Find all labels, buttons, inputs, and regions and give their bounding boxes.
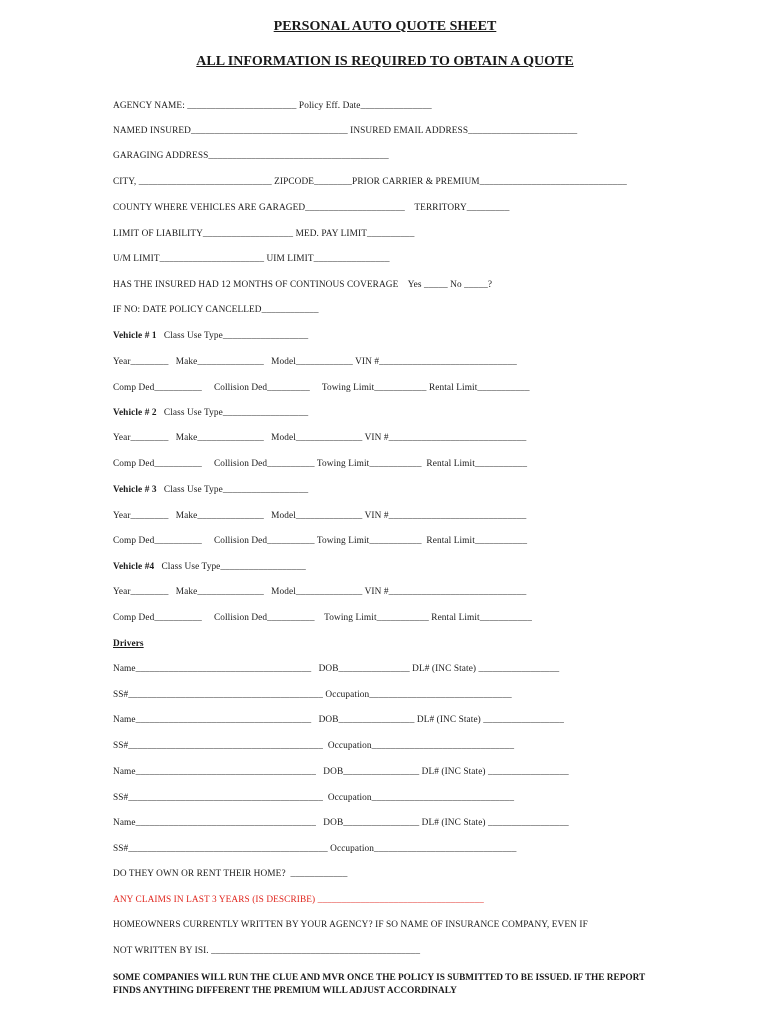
vehicle-4-label: Vehicle #4: [113, 562, 155, 572]
form-title: PERSONAL AUTO QUOTE SHEET: [273, 19, 497, 34]
vehicle-1-details-field[interactable]: Year________ Make______________ Model____________ VIN #_____________________________: [113, 357, 517, 367]
county-territory-field[interactable]: COUNTY WHERE VEHICLES ARE GARAGED_____________________ TERRITORY_________: [113, 203, 510, 213]
homeowners-field[interactable]: NOT WRITTEN BY ISI. ____________________________________________: [113, 946, 421, 956]
homeowners-question: HOMEOWNERS CURRENTLY WRITTEN BY YOUR AGENCY? IF SO NAME OF INSURANCE COMPANY, EVEN IF: [113, 920, 588, 930]
driver-4-ss-field[interactable]: SS#__________________________________________ Occupation______________________________: [113, 844, 517, 854]
vehicle-1-class-use-field[interactable]: Class Use Type__________________: [156, 331, 309, 341]
vehicle-2-details-field[interactable]: Year________ Make______________ Model______________ VIN #_____________________________: [113, 433, 527, 443]
vehicle-3-label: Vehicle # 3: [113, 485, 157, 495]
vehicle-4-class-use-field[interactable]: Class Use Type__________________: [154, 562, 306, 572]
vehicle-2-class-use-field[interactable]: Class Use Type__________________: [156, 408, 309, 418]
vehicle-2-label: Vehicle # 2: [113, 408, 157, 418]
driver-2-name-field[interactable]: Name_____________________________________ DOB________________ DL# (INC State) _________________: [113, 715, 565, 725]
vehicle-1-coverage-field[interactable]: Comp Ded__________ Collision Ded_________ Towing Limit___________ Rental Limit___________: [113, 383, 530, 393]
clue-mvr-notice: SOME COMPANIES WILL RUN THE CLUE AND MVR ONCE THE POLICY IS SUBMITTED TO BE ISSUED. IF THE REPORT FINDS ANYTHING DIFFERENT THE PREMIUM WILL ADJUST ACCORDINALY: [113, 973, 646, 996]
garaging-address-field[interactable]: GARAGING ADDRESS______________________________________: [113, 151, 389, 161]
vehicle-4-header: [113, 562, 306, 572]
driver-3-ss-field[interactable]: SS#_________________________________________ Occupation______________________________: [113, 793, 515, 803]
city-zip-carrier-field[interactable]: CITY, ____________________________ ZIPCODE________PRIOR CARRIER & PREMIUM_______________________________: [113, 177, 627, 187]
vehicle-1-header: [113, 331, 308, 341]
driver-2-ss-field[interactable]: SS#_________________________________________ Occupation______________________________: [113, 741, 515, 751]
vehicle-2-coverage-field[interactable]: Comp Ded__________ Collision Ded__________ Towing Limit___________ Rental Limit___________: [113, 459, 528, 469]
claims-field[interactable]: ANY CLAIMS IN LAST 3 YEARS (IS DESCRIBE) ___________________________________: [113, 895, 484, 905]
vehicle-4-coverage-field[interactable]: Comp Ded__________ Collision Ded__________ Towing Limit___________ Rental Limit___________: [113, 613, 532, 623]
vehicle-3-header: [113, 485, 308, 495]
driver-4-name-field[interactable]: Name______________________________________ DOB________________ DL# (INC State) _________________: [113, 818, 569, 828]
vehicle-4-details-field[interactable]: Year________ Make______________ Model______________ VIN #_____________________________: [113, 587, 527, 597]
vehicle-3-class-use-field[interactable]: Class Use Type__________________: [156, 485, 309, 495]
vehicle-2-header: [113, 408, 308, 418]
vehicle-3-details-field[interactable]: Year________ Make______________ Model______________ VIN #_____________________________: [113, 511, 527, 521]
form-subtitle: ALL INFORMATION IS REQUIRED TO OBTAIN A QUOTE: [196, 54, 574, 69]
vehicle-3-coverage-field[interactable]: Comp Ded__________ Collision Ded__________ Towing Limit___________ Rental Limit___________: [113, 536, 528, 546]
driver-1-ss-field[interactable]: SS#_________________________________________ Occupation______________________________: [113, 690, 512, 700]
continuous-coverage-field[interactable]: HAS THE INSURED HAD 12 MONTHS OF CONTINOUS COVERAGE Yes _____ No _____?: [113, 280, 493, 290]
driver-3-name-field[interactable]: Name______________________________________ DOB________________ DL# (INC State) _________________: [113, 767, 569, 777]
vehicle-1-label: Vehicle # 1: [113, 331, 157, 341]
liability-medpay-field[interactable]: LIMIT OF LIABILITY___________________ MED. PAY LIMIT__________: [113, 229, 415, 239]
named-insured-field[interactable]: NAMED INSURED_________________________________ INSURED EMAIL ADDRESS_______________________: [113, 126, 578, 136]
drivers-heading: Drivers: [113, 639, 144, 649]
own-rent-field[interactable]: DO THEY OWN OR RENT THEIR HOME? ____________: [113, 869, 348, 879]
driver-1-name-field[interactable]: Name_____________________________________ DOB_______________ DL# (INC State) _________________: [113, 664, 560, 674]
um-uim-field[interactable]: U/M LIMIT______________________ UIM LIMIT________________: [113, 254, 390, 264]
agency-name-field[interactable]: AGENCY NAME: _______________________ Policy Eff. Date_______________: [113, 101, 432, 111]
date-cancelled-field[interactable]: IF NO: DATE POLICY CANCELLED____________: [113, 305, 319, 315]
